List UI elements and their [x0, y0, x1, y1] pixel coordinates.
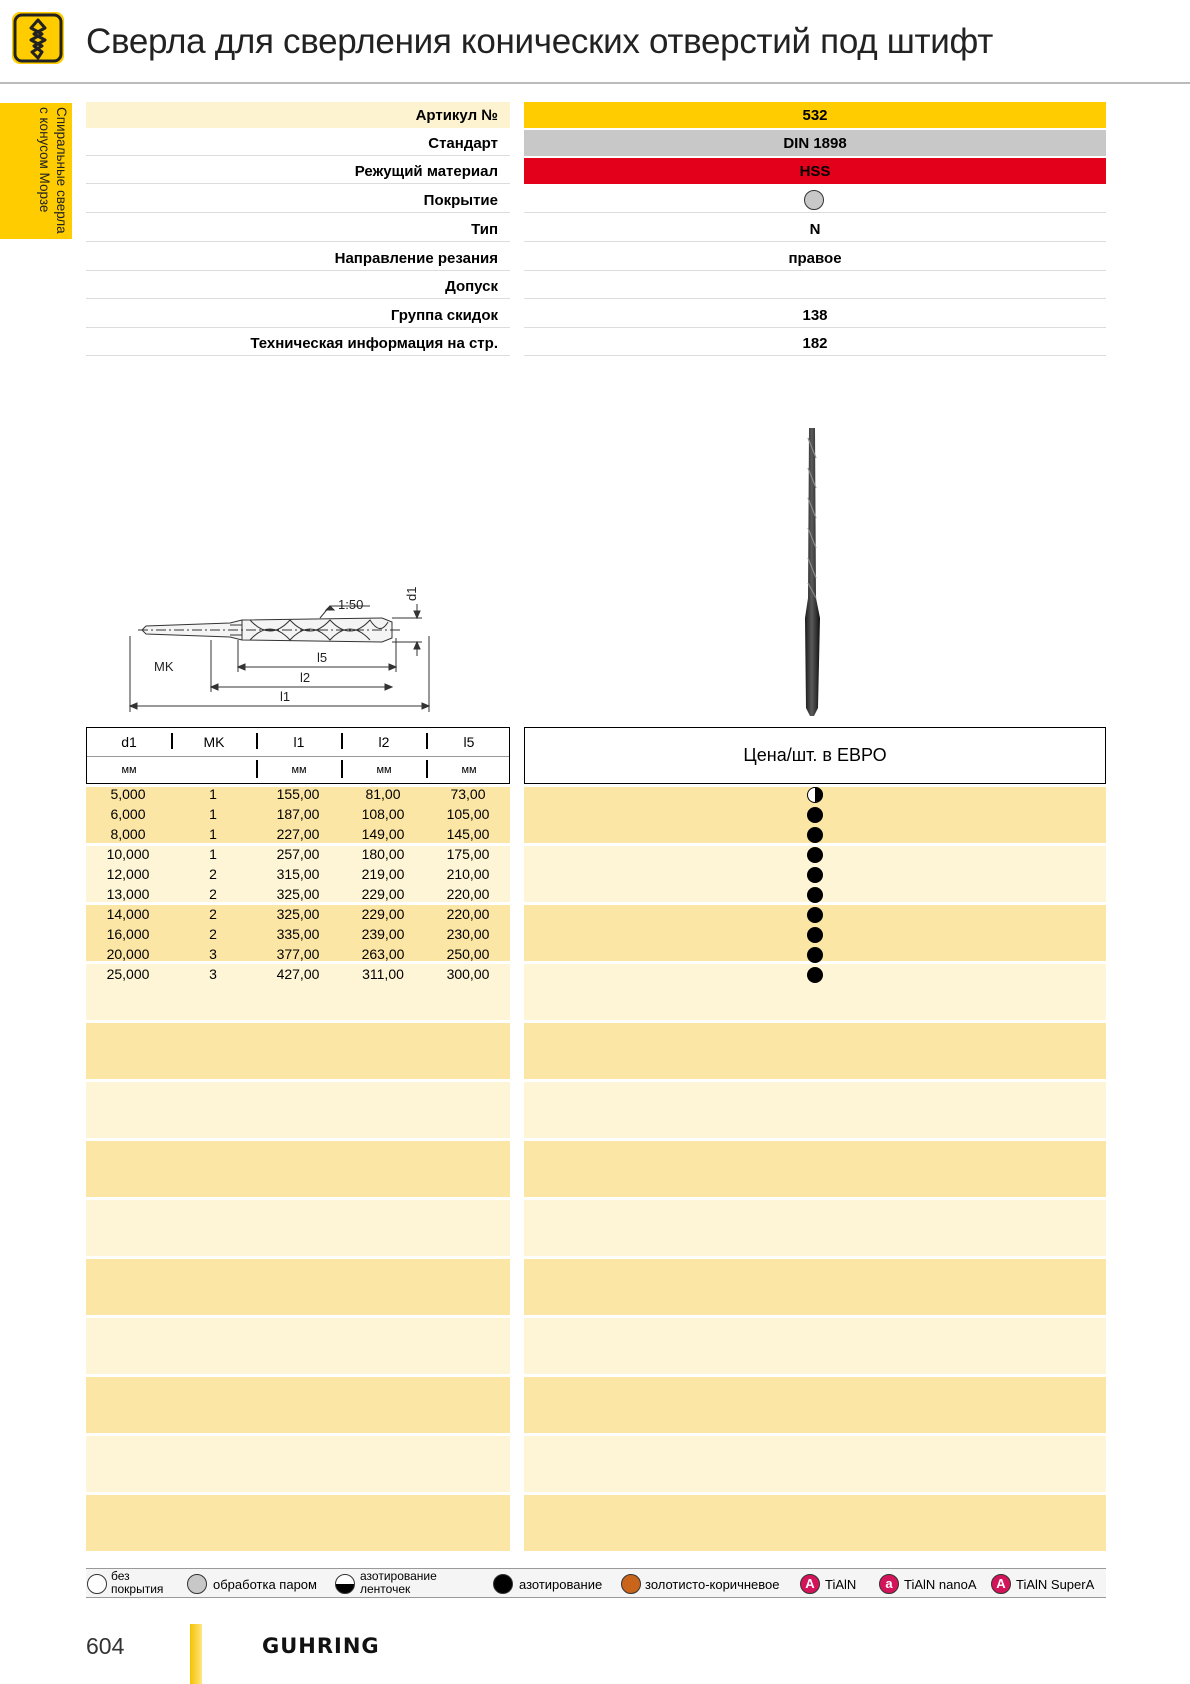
spec-value: N: [809, 221, 821, 238]
side-tab[interactable]: [0, 103, 72, 239]
strip-nitride-icon: [335, 1574, 355, 1594]
column-header-l5: l5: [463, 734, 475, 750]
cell-mk: 2: [209, 926, 217, 942]
legend-strip-nitride-line2: ленточек: [360, 1582, 411, 1596]
steam-treated-icon: [187, 1574, 207, 1594]
tialn-supera-icon: A: [991, 1574, 1011, 1594]
diagram-l1-label: l1: [280, 689, 291, 704]
side-tab-label: Спиральные сверла с конусом Морзе: [37, 107, 69, 234]
spec-label: Техническая информация на стр.: [250, 335, 498, 352]
page-number: 604: [86, 1633, 125, 1659]
spec-label: Группа скидок: [390, 307, 498, 324]
spec-value: DIN 1898: [783, 135, 847, 152]
legend-tialn-label: TiAlN: [825, 1577, 857, 1592]
uncoated-icon: [87, 1574, 107, 1594]
cell-l1: 427,00: [276, 966, 320, 982]
tialn-icon: A: [800, 1574, 820, 1594]
availability-full-icon: [807, 807, 823, 823]
cell-l1: 315,00: [276, 866, 320, 882]
footer-accent-bar: [190, 1624, 202, 1684]
column-header-d1: d1: [121, 734, 137, 750]
spec-row-techinfo: [86, 330, 1106, 356]
cell-d1: 8,000: [110, 826, 146, 842]
cell-d1: 12,000: [106, 866, 150, 882]
cell-l1: 325,00: [276, 906, 320, 922]
cell-l1: 187,00: [276, 806, 320, 822]
cell-mk: 3: [209, 946, 217, 962]
availability-full-icon: [807, 847, 823, 863]
cell-l2: 108,00: [361, 806, 405, 822]
legend-gold-label: золотисто-коричневое: [645, 1577, 780, 1592]
header-divider: [0, 82, 1190, 84]
cell-l2: 81,00: [365, 786, 401, 802]
column-unit: мм: [376, 764, 392, 776]
spec-value: HSS: [799, 163, 831, 180]
spec-value: 138: [802, 307, 828, 324]
price-header-box: [524, 727, 1106, 784]
cell-mk: 1: [209, 846, 217, 862]
column-unit: мм: [291, 764, 307, 776]
cell-l5: 230,00: [446, 926, 490, 942]
cell-l5: 220,00: [446, 886, 490, 902]
cell-l5: 250,00: [446, 946, 490, 962]
gold-brown-icon: [621, 1574, 641, 1594]
column-header-l2: l2: [378, 734, 390, 750]
cell-mk: 1: [209, 806, 217, 822]
spec-label: Артикул №: [415, 107, 498, 124]
spec-row-standard: [86, 130, 1106, 156]
brand-logo: GUHRING: [262, 1634, 380, 1658]
cell-l2: 149,00: [361, 826, 405, 842]
cell-l5: 175,00: [446, 846, 490, 862]
diagram-l2-label: l2: [300, 670, 311, 685]
spec-value: 182: [802, 335, 828, 352]
availability-full-icon: [807, 887, 823, 903]
diagram-d1-label: d1: [404, 586, 419, 601]
drill-bit-icon: [12, 12, 64, 64]
cell-mk: 2: [209, 886, 217, 902]
cell-mk: 1: [209, 786, 217, 802]
drill-photo: [796, 428, 828, 716]
spec-label: Направление резания: [334, 250, 498, 267]
cell-l5: 145,00: [446, 826, 490, 842]
column-header-mk: MK: [203, 734, 225, 750]
cell-d1: 5,000: [110, 786, 146, 802]
column-unit: мм: [121, 764, 137, 776]
nitrided-icon: [493, 1574, 513, 1594]
spec-label: Допуск: [445, 278, 498, 295]
spec-row-coating: [86, 187, 1106, 213]
cell-l1: 377,00: [276, 946, 320, 962]
legend-nitrided-label: азотирование: [519, 1577, 603, 1592]
spec-label: Режущий материал: [354, 163, 498, 180]
cell-l2: 219,00: [361, 866, 405, 882]
technical-diagram: [130, 586, 470, 716]
cell-mk: 3: [209, 966, 217, 982]
legend-steam-label: обработка паром: [213, 1577, 317, 1592]
cell-d1: 10,000: [106, 846, 150, 862]
legend-tialn-nanoa-label: TiAlN nanoA: [904, 1577, 977, 1592]
cell-l1: 335,00: [276, 926, 320, 942]
cell-l1: 257,00: [276, 846, 320, 862]
legend-uncoated-line1: без: [111, 1569, 130, 1583]
availability-full-icon: [807, 967, 823, 983]
cell-l5: 300,00: [446, 966, 490, 982]
cell-l2: 229,00: [361, 906, 405, 922]
cell-l5: 105,00: [446, 806, 490, 822]
column-header-l1: l1: [293, 734, 305, 750]
diagram-l5-label: l5: [317, 650, 328, 665]
cell-l1: 155,00: [276, 786, 320, 802]
cell-mk: 2: [209, 906, 217, 922]
legend-strip-nitride-line1: азотирование: [360, 1569, 437, 1583]
cell-d1: 13,000: [106, 886, 150, 902]
coating-legend: [86, 1568, 1106, 1598]
spec-row-direction: [86, 245, 1106, 271]
cell-mk: 2: [209, 866, 217, 882]
availability-full-icon: [807, 867, 823, 883]
diagram-ratio-label: 1:50: [338, 597, 364, 612]
legend-uncoated-line2: покрытия: [111, 1582, 164, 1596]
cell-l2: 180,00: [361, 846, 405, 862]
table-header: [86, 727, 510, 784]
spec-row-tolerance: [86, 273, 1106, 299]
spec-value: правое: [788, 250, 842, 267]
cell-l2: 311,00: [362, 966, 404, 982]
cell-d1: 6,000: [110, 806, 146, 822]
cell-l5: 210,00: [446, 866, 490, 882]
cell-l2: 239,00: [361, 926, 405, 942]
availability-half-icon: [807, 787, 823, 803]
availability-full-icon: [807, 907, 823, 923]
price-header: Цена/шт. в ЕВРО: [743, 745, 887, 765]
cell-l1: 325,00: [276, 886, 320, 902]
spec-label: Тип: [471, 221, 498, 238]
cell-d1: 14,000: [106, 906, 150, 922]
availability-full-icon: [807, 927, 823, 943]
cell-l5: 220,00: [446, 906, 490, 922]
spec-row-type: [86, 216, 1106, 242]
page-title: Сверла для сверления конических отверстий под штифт: [86, 22, 993, 61]
spec-label: Покрытие: [423, 192, 498, 209]
availability-full-icon: [807, 947, 823, 963]
cell-l5: 73,00: [450, 786, 486, 802]
spec-row-article: [86, 102, 1106, 128]
grey-circle-icon: [804, 190, 824, 210]
spec-label: Стандарт: [428, 135, 498, 152]
cell-l2: 263,00: [361, 946, 405, 962]
diagram-mk-label: MK: [154, 659, 174, 674]
spec-row-discount: [86, 302, 1106, 328]
cell-d1: 25,000: [106, 966, 150, 982]
cell-mk: 1: [209, 826, 217, 842]
cell-d1: 20,000: [106, 946, 150, 962]
availability-full-icon: [807, 827, 823, 843]
cell-d1: 16,000: [106, 926, 150, 942]
tialn-nanoa-icon: a: [879, 1574, 899, 1594]
column-unit: мм: [461, 764, 477, 776]
legend-tialn-supera-label: TiAlN SuperA: [1016, 1577, 1095, 1592]
spec-value: 532: [802, 107, 828, 124]
cell-l1: 227,00: [276, 826, 320, 842]
cell-l2: 229,00: [361, 886, 405, 902]
spec-row-material: [86, 158, 1106, 184]
